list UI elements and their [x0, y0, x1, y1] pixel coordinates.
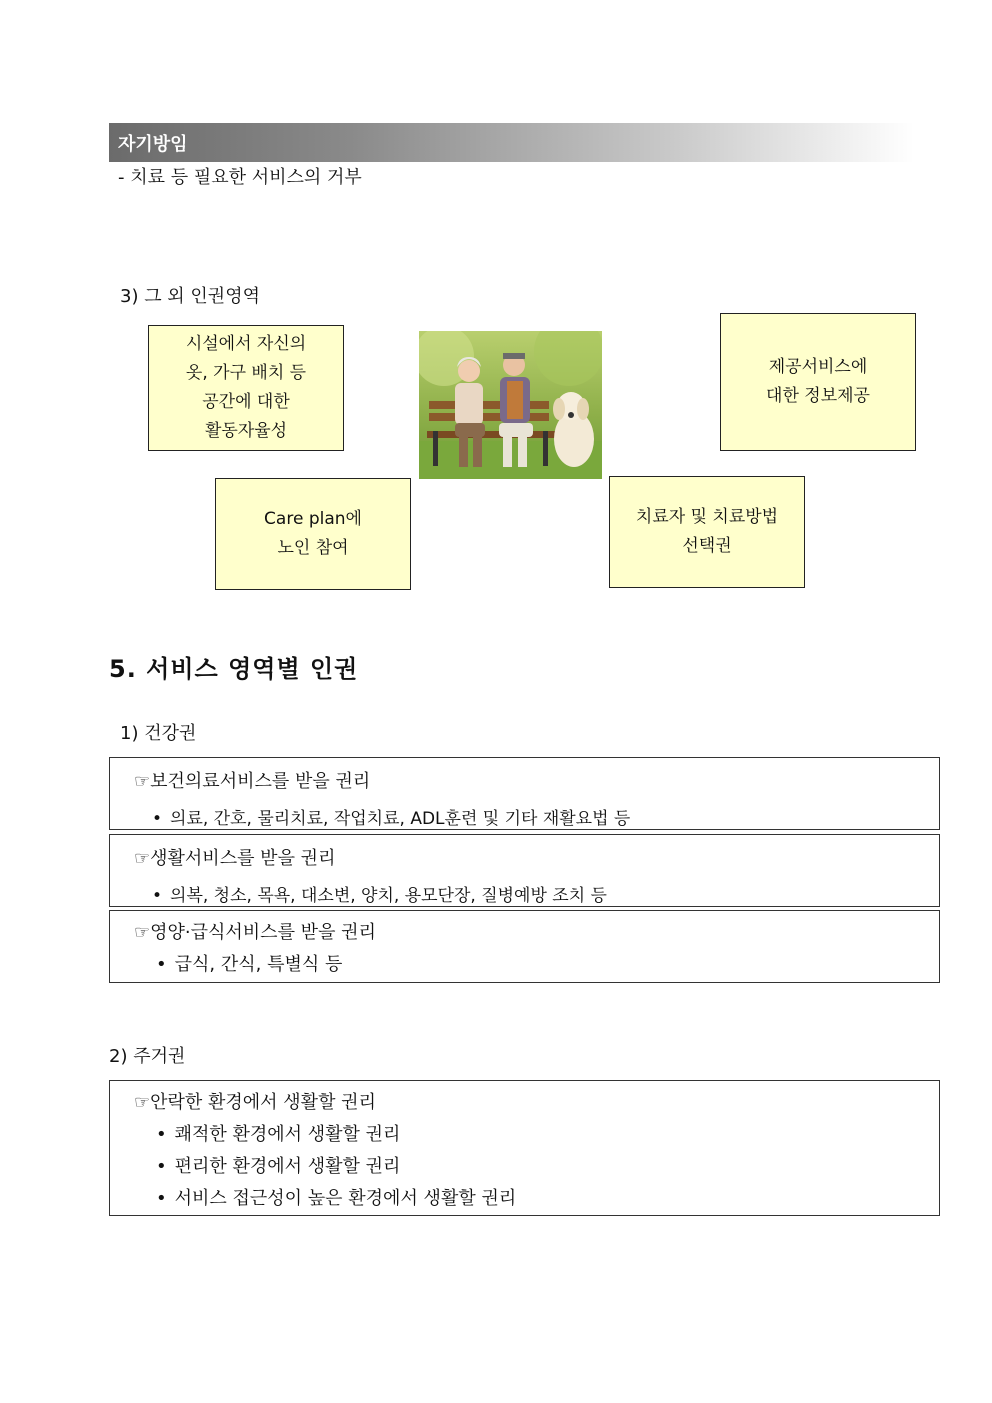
box-line: Care plan에: [264, 509, 362, 529]
elderly-couple-photo: [419, 331, 602, 479]
section5-heading: 5. 서비스 영역별 인권: [109, 655, 359, 683]
autonomy-box: [148, 325, 344, 451]
box-line: 대한 정보제공: [766, 386, 870, 406]
health-box-medical: [109, 757, 940, 830]
housing-heading: 2) 주거권: [109, 1046, 186, 1067]
box-line: 공간에 대한: [202, 392, 290, 412]
box-line: 선택권: [682, 536, 732, 556]
health-heading: 1) 건강권: [120, 723, 197, 744]
box-item: • 편리한 환경에서 생활할 권리: [156, 1152, 400, 1178]
housing-box: [109, 1080, 940, 1216]
treatment-choice-box: [609, 476, 805, 588]
self-neglect-item: - 치료 등 필요한 서비스의 거부: [118, 167, 362, 188]
box-item: • 의료, 간호, 물리치료, 작업치료, ADL훈련 및 기타 재활요법 등: [152, 804, 630, 829]
health-box-living: [109, 834, 940, 907]
box-line: 활동자율성: [204, 421, 288, 441]
care-plan-box: [215, 478, 411, 590]
section-header-title: 자기방임: [118, 133, 188, 155]
box-item: • 급식, 간식, 특별식 등: [156, 950, 342, 976]
box-title: ☞안락한 환경에서 생활할 권리: [134, 1092, 376, 1113]
box-title: ☞생활서비스를 받을 권리: [134, 848, 336, 869]
box-line: 옷, 가구 배치 등: [185, 363, 307, 383]
box-line: 시설에서 자신의: [185, 334, 307, 354]
box-line: 치료자 및 치료방법: [635, 507, 779, 527]
section-header-bar: [109, 123, 914, 162]
box-item: • 의복, 청소, 목욕, 대소변, 양치, 용모단장, 질병예방 조치 등: [152, 881, 607, 906]
box-title: ☞영양·급식서비스를 받을 권리: [134, 922, 376, 943]
box-line: 노인 참여: [277, 538, 349, 558]
box-title: ☞보건의료서비스를 받을 권리: [134, 771, 371, 792]
health-box-nutrition: [109, 910, 940, 983]
box-item: • 서비스 접근성이 높은 환경에서 생활할 권리: [156, 1184, 516, 1210]
box-item: • 쾌적한 환경에서 생활할 권리: [156, 1120, 400, 1146]
other-rights-heading: 3) 그 외 인권영역: [120, 286, 260, 307]
box-line: 제공서비스에: [768, 357, 868, 377]
information-box: [720, 313, 916, 451]
